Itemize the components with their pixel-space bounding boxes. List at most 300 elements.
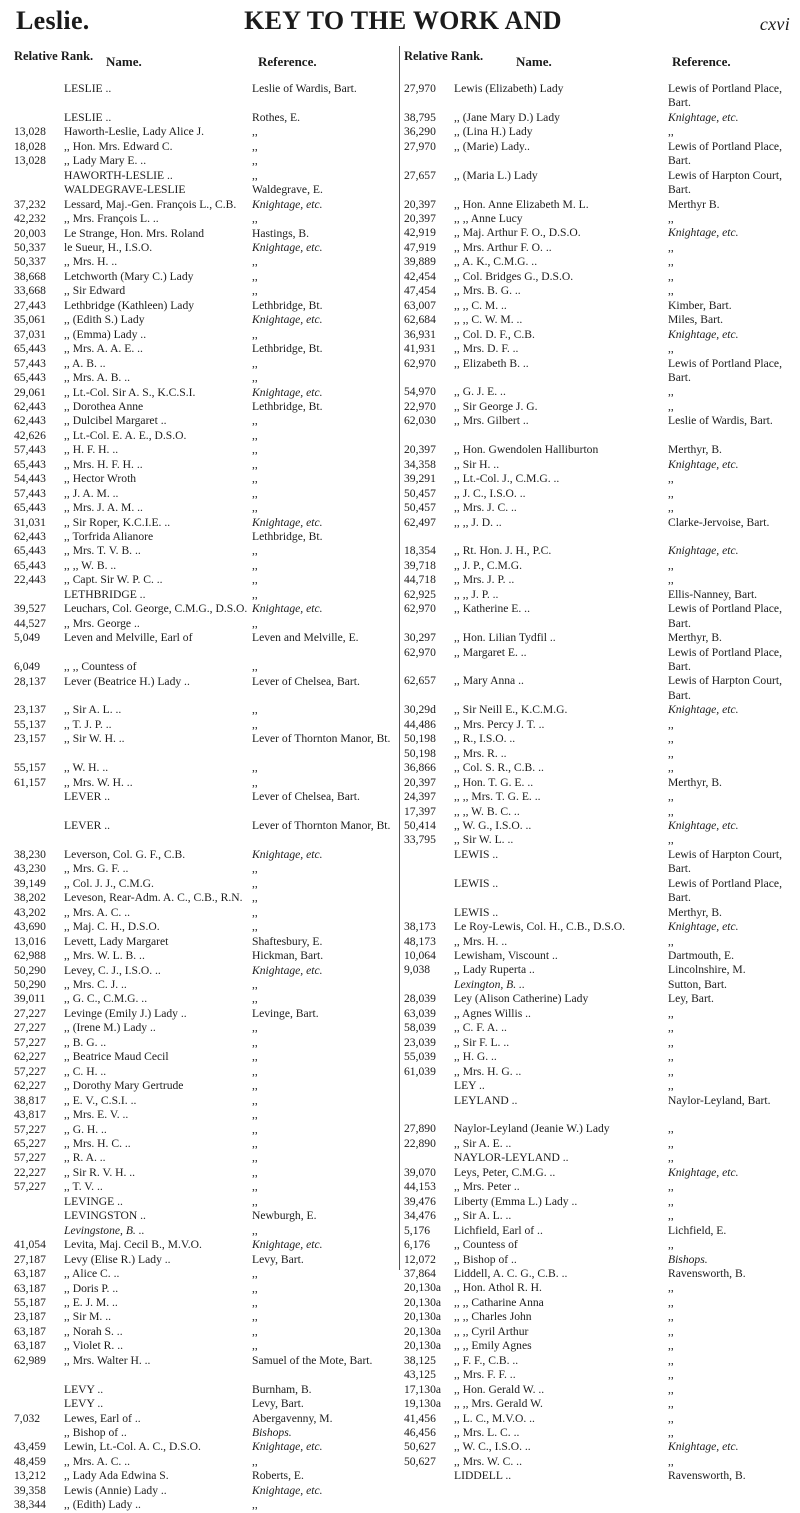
entry-reference: ,, [668, 1180, 674, 1194]
entry-reference: Lethbridge, Bt. [252, 530, 323, 544]
entry-reference: Dartmouth, E. [668, 949, 735, 963]
entry-reference: Lever of Chelsea, Bart. [252, 674, 360, 688]
entry-name: ,, Doris P. .. [64, 1281, 119, 1295]
entry-reference: ,, [252, 1223, 258, 1237]
entry-reference: ,, [668, 1194, 674, 1208]
entry-reference: ,, [668, 732, 674, 746]
relative-rank: 20,003 [14, 226, 46, 240]
entry-reference: Knightage, etc. [252, 847, 323, 861]
relative-rank: 22,227 [14, 1165, 46, 1179]
entry-name: ,, A. K., C.M.G. .. [454, 255, 538, 269]
entry-name: ,, ,, W. B. .. [64, 558, 117, 572]
relative-rank: 62,443 [14, 399, 46, 413]
entry-row [404, 1007, 790, 1021]
entry-reference: Knightage, etc. [252, 1483, 323, 1497]
entry-row [14, 992, 395, 1006]
entry-reference: ,, [252, 1194, 258, 1208]
relative-rank: 10,064 [404, 949, 436, 963]
relative-rank: 57,443 [14, 486, 46, 500]
entry-row [14, 299, 395, 313]
entry-name: ,, G. H. .. [64, 1122, 107, 1136]
relative-rank: 13,016 [14, 934, 46, 948]
entry-name: ,, Maj. C. H., D.S.O. [64, 920, 160, 934]
relative-rank: 27,443 [14, 298, 46, 312]
entry-row [14, 703, 395, 717]
entry-row [14, 125, 395, 139]
entry-reference: Knightage, etc. [252, 963, 323, 977]
entry-reference: ,, [252, 284, 258, 298]
entry-reference: Knightage, etc. [668, 544, 739, 558]
entry-name: ,, Sir W. H. .. [64, 732, 125, 746]
relative-rank: 27,657 [404, 168, 436, 182]
entry-row [14, 559, 395, 573]
entry-name: ,, Mrs. George .. [64, 616, 140, 630]
entry-name: LEYLAND .. [454, 1093, 518, 1107]
entry-row [404, 1036, 790, 1050]
entry-reference: Ravensworth, B. [668, 1266, 746, 1280]
entry-row [14, 198, 395, 212]
entry-reference: ,, [252, 443, 258, 457]
entry-name: ,, Maj. Arthur F. O., D.S.O. [454, 226, 581, 240]
relative-rank: 36,931 [404, 327, 436, 341]
entry-name: le Sueur, H., I.S.O. [64, 240, 153, 254]
entry-name: LESLIE .. [64, 110, 112, 124]
relative-rank: 39,070 [404, 1165, 436, 1179]
entry-row [14, 1354, 395, 1383]
entry-name: ,, T. J. P. .. [64, 717, 112, 731]
relative-rank: 48,173 [404, 934, 436, 948]
entry-name: ,, Mrs. Percy J. T. .. [454, 717, 545, 731]
relative-rank: 41,054 [14, 1238, 46, 1252]
entry-name: ,, Countess of [454, 1238, 518, 1252]
entry-reference: ,, [252, 212, 258, 226]
relative-rank: 39,527 [14, 602, 46, 616]
entry-row [404, 544, 790, 558]
entry-reference: Knightage, etc. [252, 1440, 323, 1454]
entry-reference: ,, [668, 1281, 674, 1295]
relative-rank: 22,970 [404, 399, 436, 413]
entry-name: Lichfield, Earl of .. [454, 1223, 543, 1237]
entry-row [404, 1050, 790, 1064]
relative-rank: 20,130a [404, 1339, 442, 1353]
entry-name: ,, Mrs. E. V. .. [64, 1108, 129, 1122]
entry-row [404, 1166, 790, 1180]
entry-name: ,, J. P., C.M.G. [454, 558, 522, 572]
entry-reference: ,, [252, 717, 258, 731]
relative-rank: 62,657 [404, 674, 436, 688]
relative-rank: 34,476 [404, 1209, 436, 1223]
entry-row [404, 313, 790, 327]
entry-reference: Leslie of Wardis, Bart. [252, 82, 357, 95]
relative-rank: 50,457 [404, 486, 436, 500]
relative-rank: 20,397 [404, 775, 436, 789]
entry-row [404, 1195, 790, 1209]
entry-reference: Lethbridge, Bt. [252, 298, 323, 312]
entry-reference: Kimber, Bart. [668, 298, 732, 312]
entry-row [14, 1397, 395, 1411]
relative-rank: 65,227 [14, 1136, 46, 1150]
entry-name: ,, ,, W. B. C. .. [454, 804, 520, 818]
entry-reference: Merthyr, B. [668, 775, 722, 789]
relative-rank: 62,925 [404, 587, 436, 601]
entry-row [14, 1440, 395, 1454]
entry-row [404, 82, 790, 111]
entry-name: ,, ,, Mrs. T. G. E. .. [454, 790, 541, 804]
relative-rank: 17,130a [404, 1382, 442, 1396]
entry-reference: ,, [668, 1006, 674, 1020]
entry-row [404, 1094, 790, 1123]
entry-reference: ,, [252, 1180, 258, 1194]
relative-rank: 20,397 [404, 443, 436, 457]
relative-rank: 50,457 [404, 501, 436, 515]
relative-rank: 62,443 [14, 414, 46, 428]
entry-reference: Knightage, etc. [668, 327, 739, 341]
entry-row [14, 1498, 395, 1512]
entry-name: ,, Sir M. .. [64, 1310, 112, 1324]
entry-name: ,, Mrs. J. P. .. [454, 573, 515, 587]
entry-name: ,, W. C., I.S.O. .. [454, 1440, 531, 1454]
entry-row [14, 227, 395, 241]
relative-rank: 63,187 [14, 1281, 46, 1295]
entry-name: Le Roy-Lewis, Col. H., C.B., D.S.O. [454, 920, 626, 934]
relative-rank: 62,227 [14, 1079, 46, 1093]
relative-rank: 38,668 [14, 269, 46, 283]
entry-row [14, 573, 395, 587]
entry-name: ,, Mrs. G. F. .. [64, 862, 129, 876]
entry-name: LEVER .. [64, 819, 111, 833]
entry-row [14, 1339, 395, 1353]
right-column [404, 48, 790, 1483]
entry-reference: ,, [252, 1064, 258, 1078]
entry-name: ,, E. J. M. .. [64, 1295, 118, 1309]
entry-reference: ,, [252, 1035, 258, 1049]
entry-row [404, 299, 790, 313]
entry-name: ,, Mrs. T. V. B. .. [64, 544, 141, 558]
entry-row [404, 1397, 790, 1411]
entry-row [14, 1296, 395, 1310]
entry-row [14, 284, 395, 298]
entry-reference: ,, [668, 833, 674, 847]
entry-name: Leuchars, Col. George, C.M.G., D.S.O. [64, 602, 248, 616]
entry-row [404, 1021, 790, 1035]
entry-row [404, 935, 790, 949]
entry-row [14, 386, 395, 400]
entry-row [14, 357, 395, 371]
entry-name: HAWORTH-LESLIE .. [64, 168, 173, 182]
entry-row [14, 949, 395, 963]
relative-rank: 54,970 [404, 385, 436, 399]
entry-row [14, 443, 395, 457]
entry-row [14, 602, 395, 616]
entry-row [404, 1426, 790, 1440]
entry-name: ,, C. H. .. [64, 1064, 107, 1078]
entry-reference: Roberts, E. [252, 1469, 304, 1483]
entry-name: ,, ,, Anne Lucy [454, 212, 523, 226]
entry-row [14, 1469, 395, 1483]
entry-reference: ,, [252, 876, 258, 890]
entry-reference: ,, [252, 775, 258, 789]
entry-name: ,, ,, Cyril Arthur [454, 1324, 529, 1338]
entry-row [14, 1137, 395, 1151]
entry-row [404, 400, 790, 414]
entry-reference: ,, [668, 1209, 674, 1223]
entry-name: ,, Mrs. H. G. .. [454, 1064, 522, 1078]
entry-row [14, 1050, 395, 1064]
entry-row [14, 1108, 395, 1122]
entry-reference: Samuel of the Mote, Bart. [252, 1353, 373, 1367]
entry-reference: Knightage, etc. [668, 703, 739, 717]
entry-row [14, 920, 395, 934]
entry-reference: ,, [252, 761, 258, 775]
entry-name: ,, Mrs. Peter .. [454, 1180, 520, 1194]
entry-reference: ,, [252, 1122, 258, 1136]
entry-row [14, 183, 395, 197]
entry-name: ,, (Irene M.) Lady .. [64, 1021, 156, 1035]
relative-rank: 50,198 [404, 746, 436, 760]
relative-rank: 55,039 [404, 1050, 436, 1064]
entry-reference: Lever of Thornton Manor, Bt. [252, 819, 391, 833]
entry-name: ,, Bishop of .. [64, 1426, 127, 1440]
entry-name: ,, ,, Charles John [454, 1310, 532, 1324]
entry-row [14, 617, 395, 631]
entry-reference: ,, [668, 1310, 674, 1324]
entry-name: ,, Mrs. W. L. B. .. [64, 949, 145, 963]
entry-reference: ,, [252, 472, 258, 486]
relative-rank: 18,354 [404, 544, 436, 558]
relative-rank: 39,889 [404, 255, 436, 269]
entry-row [404, 833, 790, 847]
entry-reference: Merthyr, B. [668, 631, 722, 645]
relative-rank: 48,459 [14, 1454, 46, 1468]
entry-reference: ,, [252, 992, 258, 1006]
entry-name: ,, Sir H. .. [454, 457, 500, 471]
entry-row [404, 1339, 790, 1353]
entry-row [404, 1469, 790, 1483]
entry-row [404, 703, 790, 717]
relative-rank: 50,627 [404, 1454, 436, 1468]
relative-rank: 54,443 [14, 472, 46, 486]
entry-name: ,, Katherine E. .. [454, 602, 530, 616]
relative-rank: 30,29d [404, 703, 436, 717]
entry-name: ,, Lady Mary E. .. [64, 154, 147, 168]
entry-row [404, 1079, 790, 1093]
relative-rank: 42,232 [14, 212, 46, 226]
entry-row [14, 906, 395, 920]
right-entries [404, 82, 790, 1484]
entry-reference: Lewis of Portland Place, Bart. [668, 602, 782, 630]
entry-row [14, 1021, 395, 1035]
entry-row [14, 400, 395, 414]
entry-name: Leven and Melville, Earl of [64, 631, 193, 645]
entry-name: ,, Lady Ada Edwina S. [64, 1469, 169, 1483]
entry-name: ,, Mrs. François L. .. [64, 212, 159, 226]
relative-rank: 34,358 [404, 457, 436, 471]
relative-rank: 29,061 [14, 385, 46, 399]
entry-reference: Knightage, etc. [668, 818, 739, 832]
entry-name: ,, Hon. Athol R. H. [454, 1281, 542, 1295]
relative-rank: 43,202 [14, 905, 46, 919]
entry-row [404, 487, 790, 501]
entry-reference: Lewis of Portland Place, Bart. [668, 645, 782, 674]
entry-reference: Miles, Bart. [668, 313, 724, 327]
entry-reference: ,, [252, 1136, 258, 1150]
relative-rank: 42,626 [14, 428, 46, 442]
entry-name: LEVER .. [64, 790, 111, 804]
relative-rank: 57,227 [14, 1151, 46, 1165]
entry-reference: ,, [668, 1339, 674, 1353]
entry-row [404, 992, 790, 1006]
entry-row [14, 154, 395, 168]
entry-name: ,, Mrs. A. B. .. [64, 371, 131, 385]
entry-row [14, 1484, 395, 1498]
entry-reference: Merthyr B. [668, 197, 720, 211]
entry-row [404, 559, 790, 573]
entry-row [14, 819, 395, 848]
entry-row [14, 82, 395, 111]
relative-rank: 12,072 [404, 1252, 436, 1266]
entry-reference: Waldegrave, E. [252, 183, 323, 197]
relative-rank: 42,919 [404, 226, 436, 240]
entry-name: ,, Mrs. H. .. [454, 934, 508, 948]
relative-rank: 63,039 [404, 1006, 436, 1020]
entry-reference: ,, [668, 934, 674, 948]
entry-reference: ,, [252, 891, 258, 905]
entry-row [404, 819, 790, 833]
entry-row [404, 169, 790, 198]
entry-name: ,, Lt.-Col. J., C.M.G. .. [454, 472, 560, 486]
rank-heading: Relative Rank. [404, 49, 484, 63]
entry-name: ,, J. A. M. .. [64, 486, 119, 500]
entry-row [14, 501, 395, 515]
entry-row [404, 732, 790, 746]
relative-rank: 44,718 [404, 573, 436, 587]
entry-row [14, 1079, 395, 1093]
relative-rank: 39,358 [14, 1483, 46, 1497]
entry-name: ,, Dorothea Anne [64, 399, 144, 413]
entry-name: ,, Lt.-Col. Sir A. S., K.C.S.I. [64, 385, 196, 399]
relative-rank: 20,130a [404, 1295, 442, 1309]
entry-name: ,, F. F., C.B. .. [454, 1353, 519, 1367]
entry-row [14, 458, 395, 472]
relative-rank: 13,028 [14, 154, 46, 168]
entry-row [404, 226, 790, 240]
entry-name: ,, J. C., I.S.O. .. [454, 486, 526, 500]
entry-reference: Rothes, E. [252, 110, 300, 124]
relative-rank: 44,527 [14, 616, 46, 630]
entry-reference: Levinge, Bart. [252, 1006, 319, 1020]
entry-reference: Knightage, etc. [668, 1440, 739, 1454]
relative-rank: 43,817 [14, 1108, 46, 1122]
relative-rank: 41,931 [404, 342, 436, 356]
relative-rank: 20,397 [404, 212, 436, 226]
entry-row [404, 906, 790, 920]
relative-rank: 38,173 [404, 920, 436, 934]
relative-rank: 55,157 [14, 761, 46, 775]
entry-row [14, 371, 395, 385]
entry-row [14, 544, 395, 558]
entry-reference: ,, [252, 1050, 258, 1064]
entry-name: Leys, Peter, C.M.G. .. [454, 1165, 556, 1179]
entry-row [404, 443, 790, 457]
entry-row [14, 1195, 395, 1209]
entry-reference: Lethbridge, Bt. [252, 399, 323, 413]
entry-reference: ,, [252, 414, 258, 428]
entry-reference: Hickman, Bart. [252, 949, 324, 963]
entry-reference: Knightage, etc. [252, 240, 323, 254]
entry-row [14, 1065, 395, 1079]
entry-reference: Knightage, etc. [252, 313, 323, 327]
entry-row [14, 978, 395, 992]
relative-rank: 30,297 [404, 631, 436, 645]
entry-name: Lessard, Maj.-Gen. François L., C.B. [64, 197, 237, 211]
relative-rank: 33,795 [404, 833, 436, 847]
entry-reference: ,, [252, 1310, 258, 1324]
entry-name: ,, Rt. Hon. J. H., P.C. [454, 544, 552, 558]
relative-rank: 20,130a [404, 1310, 442, 1324]
entry-name: ,, Mrs. J. A. M. .. [64, 501, 143, 515]
entry-name: ,, Norah S. .. [64, 1324, 123, 1338]
entry-row [14, 270, 395, 284]
name-heading: Name. [516, 54, 552, 69]
entry-row [14, 862, 395, 876]
header-title: KEY TO THE WORK AND [244, 6, 562, 35]
relative-rank: 62,443 [14, 530, 46, 544]
entry-reference: Ellis-Nanney, Bart. [668, 587, 758, 601]
entry-reference: ,, [668, 1064, 674, 1078]
relative-rank: 38,817 [14, 1093, 46, 1107]
entry-reference: ,, [668, 1353, 674, 1367]
relative-rank: 44,486 [404, 717, 436, 731]
entry-reference: ,, [668, 255, 674, 269]
relative-rank: 19,130a [404, 1397, 442, 1411]
entry-reference: ,, [668, 717, 674, 731]
entry-reference: ,, [252, 1267, 258, 1281]
entry-reference: ,, [252, 978, 258, 991]
entry-row [14, 111, 395, 125]
entry-reference: ,, [668, 1122, 674, 1136]
header-surname: Leslie. [16, 6, 90, 35]
entry-reference: Newburgh, E. [252, 1209, 317, 1223]
entry-row [404, 674, 790, 703]
entry-name: ,, T. V. .. [64, 1180, 103, 1194]
entry-row [404, 877, 790, 906]
entry-row [404, 1296, 790, 1310]
relative-rank: 22,443 [14, 573, 46, 587]
relative-rank: 55,187 [14, 1295, 46, 1309]
entry-reference: ,, [252, 544, 258, 558]
entry-name: Lever (Beatrice H.) Lady .. [64, 674, 190, 688]
entry-row [14, 1383, 395, 1397]
entry-row [404, 1368, 790, 1382]
relative-rank: 37,232 [14, 197, 46, 211]
entry-row [404, 1065, 790, 1079]
entry-row [14, 212, 395, 226]
relative-rank: 43,690 [14, 920, 46, 934]
entry-name: ,, Mrs. D. F. .. [454, 342, 519, 356]
right-column-header [404, 48, 790, 82]
entry-reference: ,, [668, 1397, 674, 1411]
relative-rank: 27,970 [404, 139, 436, 153]
relative-rank: 65,443 [14, 371, 46, 385]
relative-rank: 50,198 [404, 732, 436, 746]
entry-name: ,, Hon. Anne Elizabeth M. L. [454, 197, 589, 211]
entry-row [404, 1209, 790, 1223]
entry-name: ,, Elizabeth B. .. [454, 356, 529, 370]
entry-name: ,, R. A. .. [64, 1151, 106, 1165]
entry-name: ,, Mary Anna .. [454, 674, 524, 688]
entry-row [404, 1354, 790, 1368]
entry-name: ,, ,, Countess of [64, 660, 137, 674]
